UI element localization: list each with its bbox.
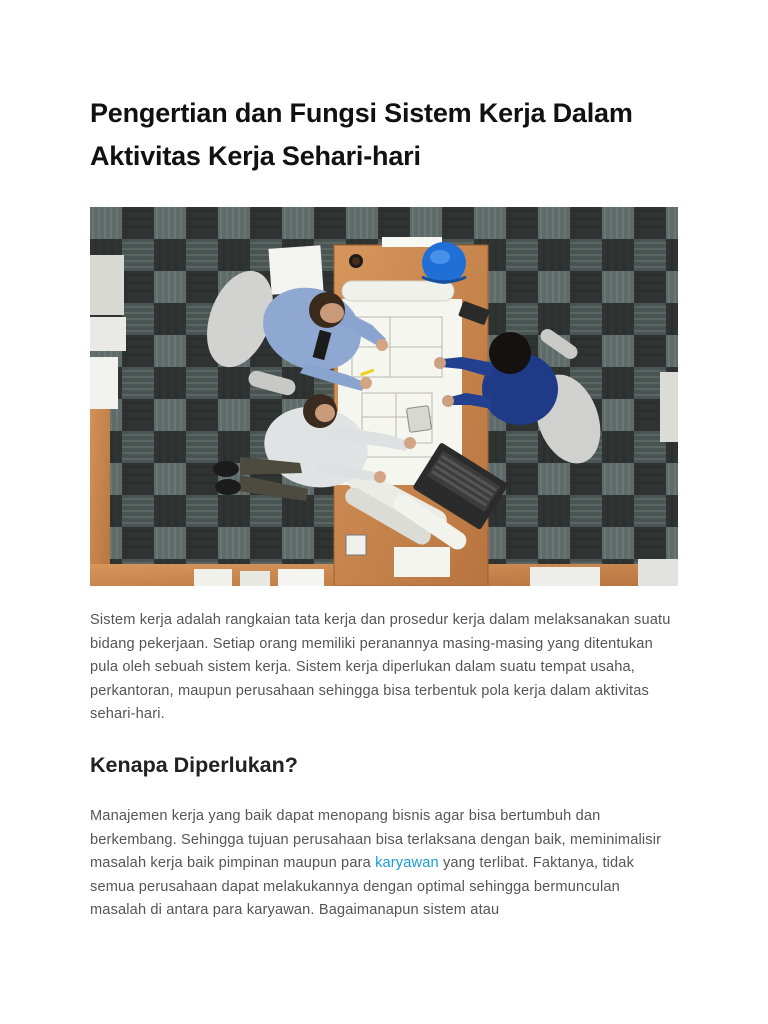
intro-paragraph: Sistem kerja adalah rangkaian tata kerja dan prosedur kerja dalam melaksanakan suatu bidang pekerjaan. Setiap orang memiliki peranannya masing-masing yang ditentukan pula oleh sebuah sistem kerja. Sistem kerja diperlukan dalam suatu tempat usaha, perkantoran, maupun perusahaan sehingga bisa terbentuk pola kerja dalam aktivitas sehari-hari. bbox=[90, 612, 671, 722]
article-title: Pengertian dan Fungsi Sistem Kerja Dalam Aktivitas Kerja Sehari-hari bbox=[90, 98, 633, 171]
paragraph-text-before-link: Manajemen kerja yang baik dapat menopang bisnis agar bisa bertumbuh dan berkembang. Sehingga tujuan perusahaan bisa terlaksana dengan baik, meminimalisir masalah kerja baik pimpinan maupun para bbox=[90, 808, 662, 871]
karyawan-link[interactable]: karyawan bbox=[375, 855, 439, 871]
paragraph-text-after-link: yang terlibat. Faktanya, tidak semua perusahaan dapat melakukannya dengan optimal sehingga bermunculan masalah di antara para karyawan. Bagaimanapun sistem atau bbox=[90, 855, 635, 918]
section-paragraph bbox=[90, 805, 678, 923]
section-heading: Kenapa Diperlukan? bbox=[90, 753, 298, 777]
hero-image bbox=[90, 207, 678, 586]
